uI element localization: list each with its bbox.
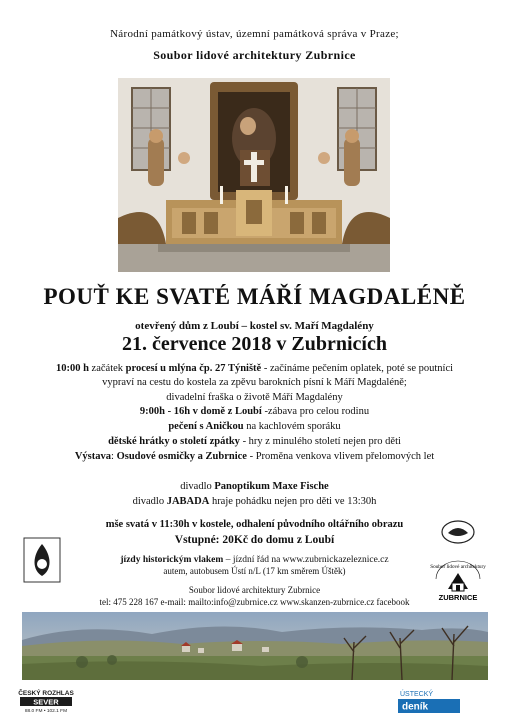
program-line-6 (0, 435, 509, 449)
program-text: hraje pohádku nejen pro děti ve 13:30h (209, 496, 377, 507)
admission-line: Vstupné: 20Kč do domu z Loubí (174, 534, 335, 546)
denik-logo-line2: deník (402, 701, 429, 713)
footer-organization: Soubor lidové architektury Zubrnice (188, 585, 321, 595)
program-line-9 (0, 495, 509, 509)
event-subtitle: otevřený dům z Loubí – kostel sv. Maří Magdalény (135, 320, 374, 332)
program-text: - Proměna venkova vlivem přelomových let (246, 451, 435, 462)
denik-logo-line1: ÚSTECKÝ (400, 691, 434, 698)
program-time: 10:00 h (55, 363, 89, 374)
footer-contact[interactable]: tel: 475 228 167 e-mail: mailto:info@zubrnice.cz www.skanzen-zubrnice.cz facebook (99, 597, 410, 607)
zubrnice-logo-name: ZUBRNICE (438, 593, 478, 602)
rozhlas-logo-line2: SEVER (33, 697, 59, 707)
program-text: divadlo (132, 496, 167, 507)
landscape-painting (22, 612, 488, 680)
header-institution: Národní památkový ústav, územní památková správa v Praze; (110, 28, 399, 40)
program-text: na kachlovém sporáku (243, 421, 341, 432)
rozhlas-logo-line3: 88.0 FM • 102.1 FM (24, 709, 68, 714)
program-line-4 (0, 405, 509, 419)
theatre-name: JABADA (166, 496, 210, 507)
header-museum: Soubor lidové architektury Zubrnice (153, 48, 356, 62)
house-hours: 9:00h - 16h v domě z Loubí (139, 406, 262, 417)
exhibition-name: Osudové osmičky a Zubrnice (116, 451, 247, 462)
altar-photo (118, 78, 390, 272)
kids-games-label: dětské hrátky o století zpátky (108, 436, 240, 447)
procession-label: procesí u mlýna čp. 27 Týniště (125, 363, 262, 374)
car-bus-info: autem, autobusem Ústí n/L (17 km směrem Úštěk) (163, 566, 346, 576)
program-text: - hry z minulého století nejen pro děti (239, 436, 401, 447)
historic-train-label: jízdy historickým vlakem (120, 555, 224, 565)
exhibition-label: Výstava (74, 451, 112, 462)
program-line-5 (0, 420, 509, 434)
program-line-8 (0, 480, 509, 494)
train-schedule-link[interactable]: – jízdní řád na www.zubrnickazeleznice.cz (223, 555, 389, 565)
theatre-name: Panoptikum Maxe Fische (214, 481, 329, 492)
program-text: divadlo (180, 481, 215, 492)
cultural-heritage-badge (440, 519, 476, 545)
program-line-3: divadelní fraška o životě Máří Magdalény (166, 392, 343, 403)
program-line-7 (0, 450, 509, 464)
program-text: -zábava pro celou rodinu (261, 406, 370, 417)
rozhlas-logo-line1: ČESKÝ ROZHLAS (18, 690, 74, 697)
program-line-2: vypraví na cestu do kostela za zpěvu barokních písní k Máří Magdaléně; (102, 377, 407, 388)
baking-label: pečení s Aničkou (168, 421, 244, 432)
program-text: - začínáme pečením oplatek, poté se poutníci (261, 363, 454, 374)
ustecky-denik-logo (398, 688, 460, 714)
program-text: začátek (88, 363, 126, 374)
event-date: 21. července 2018 v Zubrnicích (122, 333, 387, 355)
program-line-1 (0, 362, 509, 376)
cesky-rozhlas-logo (16, 688, 76, 714)
program-text: : (111, 451, 117, 462)
mass-line: mše svatá v 11:30h v kostele, odhalení původního oltářního obrazu (105, 519, 404, 530)
zubrnice-logo-arc-text: Soubor lidové architektury (430, 564, 486, 570)
event-title: POUŤ KE SVATÉ MÁŘÍ MAGDALÉNĚ (43, 284, 466, 309)
